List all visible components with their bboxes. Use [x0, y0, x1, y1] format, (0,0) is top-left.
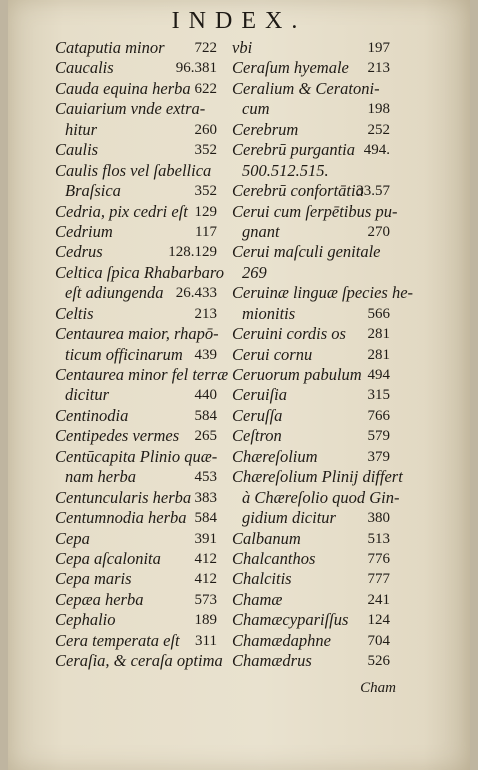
entry-term: Ceruini cordis os	[232, 324, 346, 344]
index-entry	[232, 487, 400, 508]
index-entry	[55, 385, 217, 405]
entry-term: Cepa	[55, 528, 90, 548]
entry-page-ref: 526	[367, 653, 390, 670]
index-entry	[232, 590, 390, 610]
index-entry	[55, 99, 217, 119]
entry-term: Ceruorum pabulum	[232, 365, 362, 384]
index-entry	[232, 529, 390, 549]
entry-term: vbi	[232, 38, 253, 57]
entry-page-ref: 777	[367, 571, 390, 588]
index-entry	[55, 120, 217, 140]
entry-term: Caulis flos vel ſabellica	[55, 160, 212, 180]
index-column-right	[232, 38, 414, 672]
index-entry	[55, 631, 217, 651]
entry-page-ref: 96.381	[175, 60, 217, 77]
index-entry	[232, 385, 390, 405]
entry-term: Chalcanthos	[232, 548, 316, 568]
entry-term: Cerebrū purgantia	[232, 140, 355, 160]
index-entry	[55, 140, 217, 160]
entry-page-ref: 776	[367, 550, 390, 567]
entry-term: Chæreſolium	[232, 446, 318, 466]
entry-term: Ceruinæ linguæ ſpecies he-	[232, 283, 414, 303]
entry-term: mionitis	[242, 303, 296, 323]
entry-term: Ceruſſa	[232, 405, 283, 425]
entry-term: Cepa maris	[55, 569, 132, 589]
entry-term: Caulis	[55, 140, 99, 160]
index-entry	[232, 201, 398, 222]
entry-term: Cedrium	[55, 221, 113, 241]
entry-term: Cera temperata eſt	[55, 630, 180, 650]
entry-page-ref: 117	[195, 223, 217, 240]
entry-term: Cerebrum	[232, 119, 299, 139]
index-entry	[232, 304, 390, 324]
entry-term: Centaurea minor fel terræ	[55, 365, 229, 384]
entry-page-ref: 513	[367, 530, 390, 547]
entry-page-ref: 573	[194, 591, 217, 608]
entry-page-ref: 383	[194, 489, 217, 506]
entry-page-ref: 129	[194, 203, 217, 220]
entry-term: Cepa aſcalonita	[55, 548, 161, 568]
entry-term: Cerui maſculi genitale	[232, 242, 381, 262]
entry-term: 269	[242, 262, 267, 282]
entry-term: cum	[242, 99, 270, 119]
entry-term: Braſsica	[65, 181, 121, 201]
page-title: INDEX.	[171, 8, 307, 34]
entry-term: Calbanum	[232, 528, 301, 548]
entry-page-ref: 352	[194, 142, 217, 159]
index-entry	[232, 181, 390, 201]
entry-page-ref: 379	[367, 448, 390, 465]
index-entry	[232, 569, 390, 589]
index-entry	[55, 447, 217, 467]
entry-page-ref: 566	[367, 305, 390, 322]
entry-page-ref: 412	[194, 550, 217, 567]
entry-page-ref: 270	[367, 223, 390, 240]
index-entry	[232, 99, 390, 119]
index-entry	[55, 569, 217, 589]
entry-term: Ceſtron	[232, 426, 282, 446]
index-entry	[55, 262, 224, 283]
entry-term: Chamædrus	[232, 651, 312, 671]
entry-term: Centaurea maior, rhapō-	[55, 324, 219, 344]
index-entry	[232, 324, 390, 344]
index-entry	[55, 406, 217, 426]
entry-term: Centinodia	[55, 405, 129, 425]
entry-term: Caucalis	[55, 58, 114, 78]
index-entry	[232, 38, 390, 58]
entry-term: Cepæa herba	[55, 589, 144, 609]
index-entry	[55, 651, 223, 671]
entry-page-ref: 198	[367, 101, 390, 118]
entry-page-ref: 33.57	[356, 183, 390, 200]
entry-term: Cauda equina herba	[55, 78, 191, 98]
index-entry	[55, 610, 217, 630]
entry-page-ref: 252	[367, 121, 390, 138]
entry-page-ref: 494	[367, 367, 390, 383]
index-entry	[232, 508, 390, 528]
entry-term: Ceraſum hyemale	[232, 58, 349, 78]
entry-page-ref: 722	[194, 40, 217, 56]
entry-term: Cataputia minor	[55, 38, 165, 57]
entry-page-ref: 124	[367, 612, 390, 629]
entry-term: Cerebrū confortātia	[232, 181, 364, 201]
index-entry	[232, 161, 390, 181]
entry-term: Celtica ſpica Rhabarbaro	[55, 262, 224, 282]
entry-term: Cephalio	[55, 610, 116, 630]
entry-term: Cedrus	[55, 242, 103, 262]
index-entry	[55, 283, 217, 303]
entry-term: Centūcapita Plinio quæ-	[55, 446, 218, 466]
entry-page-ref: 128.129	[168, 244, 217, 261]
entry-term: Centipedes vermes	[55, 426, 180, 446]
entry-page-ref: 260	[194, 121, 217, 138]
entry-term: 500.512.515.	[242, 160, 329, 180]
index-entry	[232, 242, 390, 262]
entry-page-ref: 494.	[363, 142, 390, 159]
index-entry	[232, 406, 390, 426]
index-entry	[55, 304, 217, 324]
entry-term: Chalcitis	[232, 569, 292, 589]
entry-term: ticum officinarum	[65, 344, 183, 364]
index-entry	[55, 590, 217, 610]
index-entry	[55, 488, 217, 508]
index-entry	[232, 222, 390, 242]
index-entry	[55, 181, 217, 201]
entry-page-ref: 412	[194, 571, 217, 588]
entry-term: Cedria, pix cedri eſt	[55, 201, 188, 221]
index-entry	[55, 467, 217, 487]
index-entry	[55, 365, 229, 385]
entry-page-ref: 391	[194, 530, 217, 547]
index-column-left	[55, 38, 229, 672]
index-entry	[232, 631, 390, 651]
entry-page-ref: 281	[367, 326, 390, 343]
entry-page-ref: 213	[194, 305, 217, 322]
entry-page-ref: 315	[367, 387, 390, 404]
index-entry	[232, 467, 403, 487]
entry-page-ref: 453	[194, 469, 217, 486]
entry-term: Ceruiſia	[232, 385, 288, 405]
index-entry	[55, 79, 217, 99]
index-entry	[232, 651, 390, 671]
index-entry	[55, 202, 217, 222]
index-entry	[232, 120, 390, 140]
entry-term: Chæreſolium Plinij differt	[232, 467, 403, 487]
entry-page-ref: 584	[194, 407, 217, 424]
index-entry	[232, 283, 414, 303]
entry-term: gidium dicitur	[242, 508, 336, 528]
entry-term: eſt adiungenda	[65, 283, 164, 303]
index-entry	[232, 365, 390, 385]
index-entry	[55, 58, 217, 78]
index-entry	[55, 38, 217, 58]
index-entry	[55, 345, 217, 365]
entry-page-ref: 622	[194, 80, 217, 97]
entry-term: Celtis	[55, 303, 94, 323]
entry-term: Chamædaphne	[232, 630, 331, 650]
index-entry	[55, 242, 217, 262]
entry-page-ref: 241	[367, 591, 390, 608]
entry-page-ref: 265	[194, 428, 217, 445]
entry-term: gnant	[242, 221, 280, 241]
index-entry	[232, 447, 390, 467]
entry-page-ref: 189	[194, 612, 217, 629]
entry-term: à Chæreſolio quod Gin-	[242, 487, 400, 507]
entry-term: hitur	[65, 119, 98, 139]
entry-page-ref: 579	[367, 428, 390, 445]
index-entry	[232, 263, 390, 283]
entry-term: Ceraſia, & ceraſa optima	[55, 651, 223, 671]
index-entry	[232, 610, 390, 630]
entry-page-ref: 704	[367, 632, 390, 649]
index-entry	[55, 222, 217, 242]
entry-page-ref: 352	[194, 183, 217, 200]
entry-term: Chamæcypariſſus	[232, 610, 349, 630]
index-entry	[232, 345, 390, 365]
entry-page-ref: 281	[367, 346, 390, 363]
index-entry	[55, 426, 217, 446]
entry-page-ref: 440	[194, 387, 217, 404]
entry-term: dicitur	[65, 385, 109, 405]
entry-term: Centuncularis herba	[55, 487, 192, 507]
index-entry	[232, 549, 390, 569]
entry-term: Centumnodia herba	[55, 508, 187, 528]
entry-page-ref: 439	[194, 346, 217, 363]
entry-page-ref: 584	[194, 510, 217, 527]
entry-page-ref: 197	[367, 40, 390, 56]
index-entry	[232, 140, 390, 160]
entry-term: nam herba	[65, 467, 137, 487]
entry-term: Cauiarium vnde extra-	[55, 99, 206, 119]
entry-page-ref: 380	[367, 510, 390, 527]
entry-term: Ceralium & Ceratoni-	[232, 78, 380, 98]
index-entry	[232, 426, 390, 446]
entry-page-ref: 311	[195, 632, 217, 649]
index-entry	[55, 161, 217, 181]
index-entry	[55, 324, 217, 344]
entry-page-ref: 766	[367, 407, 390, 424]
index-entry	[232, 58, 390, 78]
index-entry	[232, 79, 390, 99]
index-entry	[55, 529, 217, 549]
entry-term: Cerui cum ſerpētibus pu-	[232, 201, 398, 221]
entry-term: Chamæ	[232, 589, 283, 609]
index-entry	[55, 508, 217, 528]
entry-page-ref: 26.433	[175, 285, 217, 302]
index-entry	[55, 549, 217, 569]
entry-page-ref: 213	[367, 60, 390, 77]
entry-term: Cerui cornu	[232, 344, 313, 364]
catchword: Cham	[360, 680, 396, 696]
